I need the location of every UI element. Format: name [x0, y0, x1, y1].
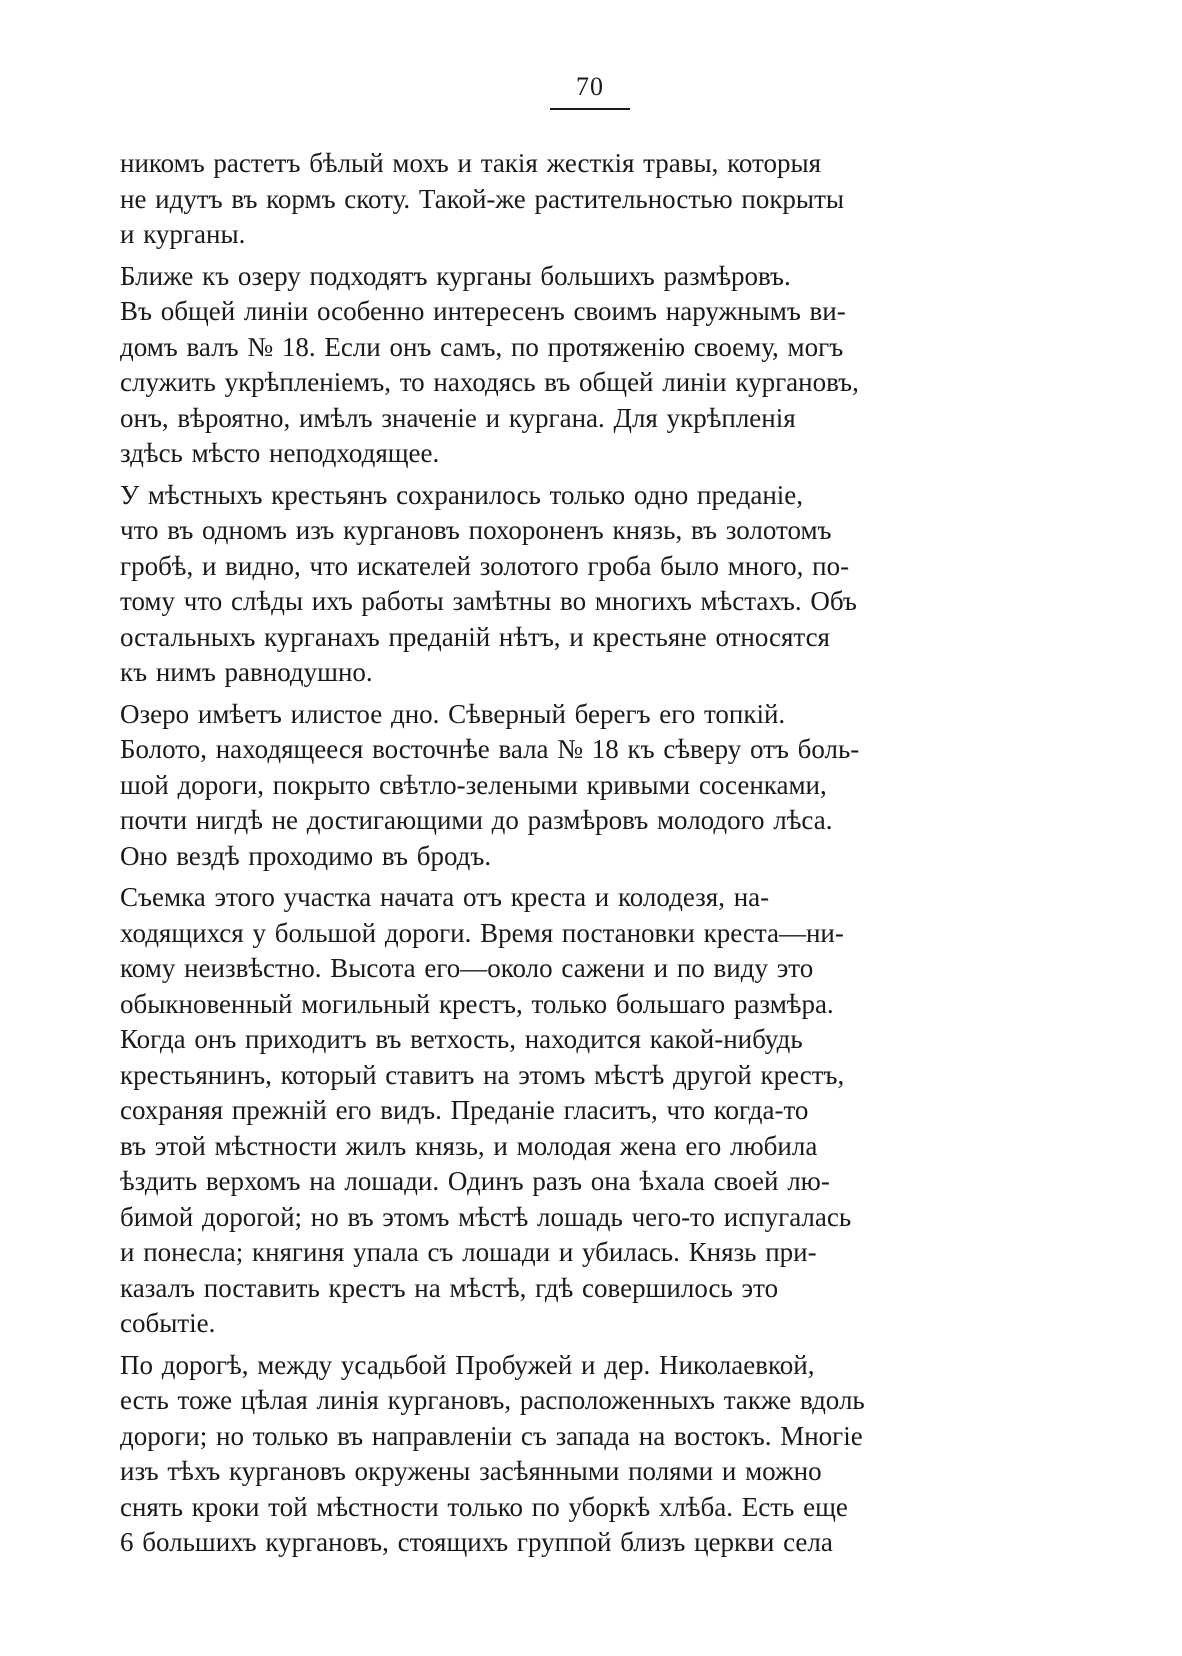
paragraph-1: никомъ растетъ бѣлый мохъ и такія жесткія травы, которыя не идутъ въ кормъ скоту. Такой-же растительностью покрыты и курганы. — [120, 148, 845, 249]
paragraph-3: У мѣстныхъ крестьянъ сохранилось только одно преданіе, что въ одномъ изъ кургановъ похороненъ князь, въ золотомъ гробѣ, и видно, что искателей золотого гроба было много, по- тому что слѣды ихъ работы замѣтны во многихъ мѣстахъ. Объ остальныхъ курганахъ преданій нѣтъ, и крестьяне относятся къ нимъ равнодушно. — [120, 479, 857, 687]
paragraph-2: Ближе къ озеру подходятъ курганы большихъ размѣровъ. Въ общей линіи особенно интересенъ своимъ наружнымъ ви- домъ валъ № 18. Если онъ самъ, по протяженію своему, могъ служить укрѣпленіемъ, то находясь въ общей линіи кургановъ, онъ, вѣроятно, имѣлъ значеніе и кургана. Для укрѣпленія здѣсь мѣсто неподходящее. — [120, 260, 859, 468]
body-text — [120, 146, 1060, 1567]
paragraph-6: По дорогѣ, между усадьбой Пробужей и дер. Николаевкой, есть тоже цѣлая линія кургановъ, расположенныхъ также вдоль дороги; но только въ направленіи съ запада на востокъ. Многіе изъ тѣхъ кургановъ окружены засѣянными полями и можно снять кроки той мѣстности только по уборкѣ хлѣба. Есть еще 6 большихъ кургановъ, стоящихъ группой близъ церкви села — [120, 1349, 865, 1557]
page-number-underline — [550, 108, 630, 110]
page-number: 70 — [576, 72, 604, 101]
paragraph-5: Съемка этого участка начата отъ креста и колодезя, на- ходящихся у большой дороги. Время постановки креста—ни- кому неизвѣстно. Высота его—около сажени и по виду это обыкновенный могильный крестъ, только большаго размѣра. Когда онъ приходитъ въ ветхость, находится какой-нибудь крестьянинъ, который ставитъ на этомъ мѣстѣ другой крестъ, сохраняя прежній его видъ. Преданіе гласитъ, что когда-то въ этой мѣстности жилъ князь, и молодая жена его любила ѣздить верхомъ на лошади. Одинъ разъ она ѣхала своей лю- бимой дорогой; но въ этомъ мѣстѣ лошадь чего-то испугалась и понесла; княгиня упала съ лошади и убилась. Князь при- казалъ поставить крестъ на мѣстѣ, гдѣ совершилось это событіе. — [120, 882, 852, 1338]
paragraph-4: Озеро имѣетъ илистое дно. Сѣверный берегъ его топкій. Болото, находящееся восточнѣе вала № 18 къ сѣверу отъ боль- шой дороги, покрыто свѣтло-зелеными кривыми сосенками, почти нигдѣ не достигающими до размѣровъ молодого лѣса. Оно вездѣ проходимо въ бродъ. — [120, 698, 860, 871]
